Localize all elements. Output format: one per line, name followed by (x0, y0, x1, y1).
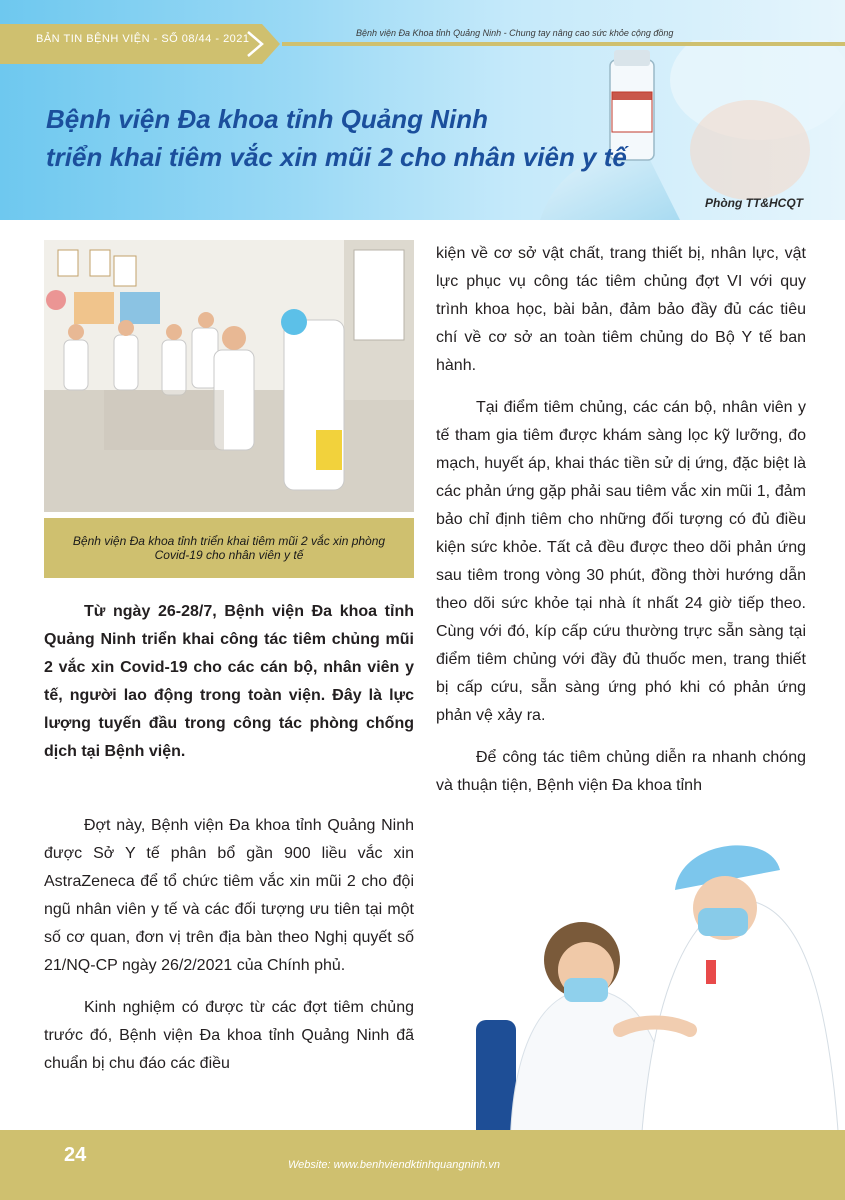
article-title-line-1: Bệnh viện Đa khoa tỉnh Quảng Ninh (46, 104, 489, 134)
article-title-line-2: triển khai tiêm vắc xin mũi 2 cho nhân viên y tế (46, 142, 627, 172)
body-paragraph-4: Để công tác tiêm chủng diễn ra nhanh chóng và thuận tiện, Bệnh viện Đa khoa tỉnh (436, 749, 806, 794)
body-paragraph-2: Kinh nghiệm có được từ các đợt tiêm chủng trước đó, Bệnh viện Đa khoa tỉnh Quảng Ninh đã chuẩn bị chu đáo các điều (44, 999, 414, 1072)
body-paragraph-3: Tại điểm tiêm chủng, các cán bộ, nhân viên y tế tham gia tiêm được khám sàng lọc kỹ lưỡng, đo mạch, huyết áp, khai thác tiền sử dị ứng, đặc biệt là các phản ứng gặp phải sau tiêm vắc xin mũi 1, đảm bảo chỉ định tiêm cho những đối tượng có đủ điều kiện sức khỏe. Tất cả đều được theo dõi phản ứng sau tiêm trong vòng 30 phút, đồng thời hướng dẫn theo dõi sức khỏe tại nhà ít nhất 24 giờ tiếp theo. Cùng với đó, kíp cấp cứu thường trực sẵn sàng tại điểm tiêm chủng với đầy đủ thuốc men, trang thiết bị cấp cứu, sẵn sàng ứng phó khi có phản ứng phản vệ xảy ra. (436, 399, 806, 724)
header-rule (282, 42, 845, 46)
issue-label: BẢN TIN BỆNH VIỆN - SỐ 08/44 - 2021 (36, 33, 250, 45)
lead-paragraph: Từ ngày 26-28/7, Bệnh viện Đa khoa tỉnh Quảng Ninh triển khai công tác tiêm chủng mũi 2 vắc xin Covid-19 cho các cán bộ, nhân viên y tế, người lao động trong toàn viện. Đây là lực lượng tuyến đầu trong công tác phòng chống dịch tại Bệnh viện. (44, 603, 414, 760)
footer-website: Website: www.benhviendktinhquangninh.vn (288, 1159, 500, 1171)
article-body-right-column (436, 240, 806, 814)
article-body-left-column (44, 812, 414, 1092)
page-number: 24 (64, 1144, 87, 1166)
photo-caption: Bệnh viện Đa khoa tỉnh triển khai tiêm mũi 2 vắc xin phòng Covid-19 cho nhân viên y tế (44, 518, 414, 578)
hospital-tagline: Bệnh viện Đa Khoa tỉnh Quảng Ninh - Chung tay nâng cao sức khỏe cộng đồng (356, 28, 674, 38)
vaccination-room-photo (44, 240, 414, 512)
body-paragraph-1: Đợt này, Bệnh viện Đa khoa tỉnh Quảng Ninh được Sở Y tế phân bổ gần 900 liều vắc xin AstraZeneca để tổ chức tiêm vắc xin mũi 2 cho đội ngũ nhân viên y tế và các đối tượng ưu tiên tại một số cơ quan, đơn vị trên địa bàn theo Nghị quyết số 21/NQ-CP ngày 26/2/2021 của Chính phủ. (44, 817, 414, 974)
article-byline: Phòng TT&HCQT (705, 196, 803, 210)
article-lead (44, 598, 414, 766)
body-paragraph-2-continued: kiện về cơ sở vật chất, trang thiết bị, nhân lực, vật lực phục vụ công tác tiêm chủng đợt VI với quy trình khoa học, bài bản, đảm bảo đầy đủ các tiêu chí về cơ sở an toàn tiêm chủng do Bộ Y tế ban hành. (436, 245, 806, 374)
nurse-vaccination-photo (470, 830, 845, 1160)
article-title (46, 100, 766, 176)
